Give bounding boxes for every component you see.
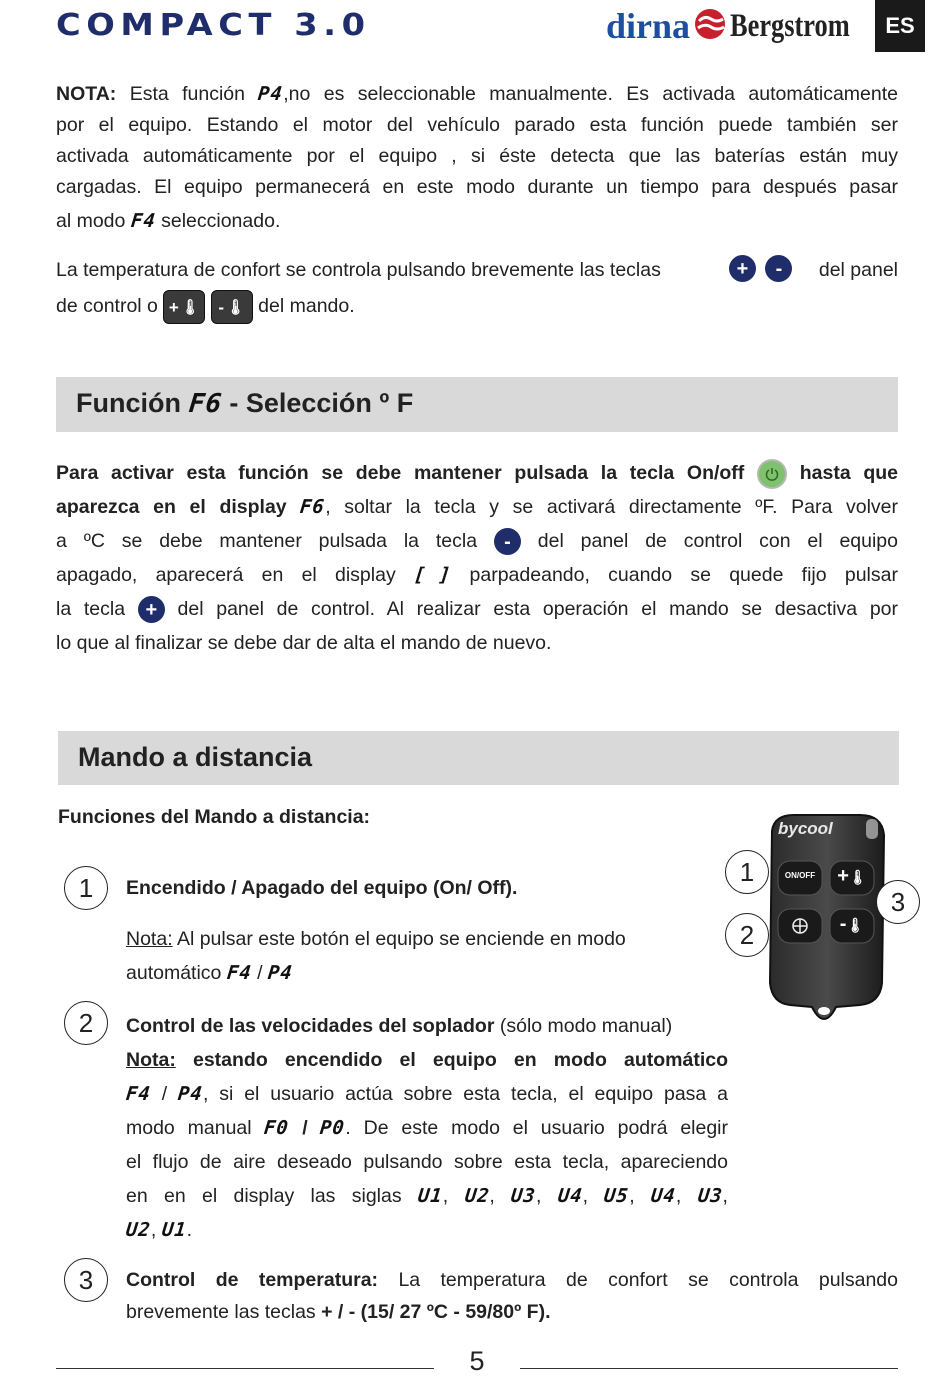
f6-line-2: aparezca en el display F6, soltar la tecla y se activará directamente ºF. Para volver [56,490,898,524]
display-code-f0: F0 [263,1117,291,1139]
globe-icon [693,7,727,46]
footer-rule-left [56,1368,434,1369]
remote-temp-minus-icon: - 🌡 [211,290,253,324]
brand-dirna: dirna [606,6,691,46]
display-code-p0: P0 [319,1117,347,1139]
item-3: Control de temperatura: La temperatura de confort se controla pulsando brevemente las teclas + / - (15/ 27 ºC - 59/80º F). [126,1269,898,1323]
intro-line-5: al modo F4 seleccionado. [56,206,898,237]
plus-button-icon: + [138,596,165,623]
display-code-f4: F4 [129,210,157,232]
item-2: Control de las velocidades del soplador (sólo modo manual) Nota: estando encendido el equipo en modo automático F4 / P4, si el usuario actúa sobre esta tecla, el equipo pasa a modo manual F0 / P0. De este modo el usuario podrá elegir el flujo de aire deseado pulsando sobre esta tecla, apareciendo en en el display las siglas U1, U2, U3, U4, U5, U4, U3, U2, U1. [124,1015,729,1241]
remote-temp-plus-icon: + 🌡 [163,290,205,324]
display-code-f4: F4 [225,962,253,984]
brand-bergstrom: Bergstrom [730,7,850,44]
f6-line-5: la tecla + del panel de control. Al realizar esta operación el mando se desactiva por [56,592,898,626]
intro-line-2: por el equipo. Estando el motor del vehículo parado esta función puede también ser [56,114,898,136]
temperature-line-1: La temperatura de confort se controla pulsando brevemente las teclas + - del panel [56,255,898,286]
remote-minus-temp-button: -🌡 [839,913,865,935]
remote-control-illustration [764,813,888,1021]
item-number-1: 1 [64,866,108,910]
temperature-text [56,255,898,324]
section-f6-title: Función F6 - Selección º F [76,388,414,419]
remote-subtitle: Funciones del Mando a distancia: [58,806,371,828]
remote-callout-2: 2 [725,913,769,957]
f6-line-4: apagado, aparecerá en el display [ ] parpadeando, cuando se quede fijo pulsar [56,558,898,592]
page-number: 5 [469,1346,485,1376]
remote-callout-3: 3 [876,880,920,924]
display-blank-code: [ ] [412,564,453,586]
remote-plus-temp-button: +🌡 [837,865,867,887]
section-f6-body [56,456,898,660]
remote-onoff-button: ON/OFF [784,871,816,880]
minus-button-icon: - [494,528,521,555]
display-code-p4: P4 [176,1083,205,1105]
item-number-3: 3 [64,1258,108,1302]
remote-brand: bycool [778,819,833,838]
display-code-f4: F4 [124,1083,153,1105]
intro-line-1: NOTA: Esta función P4,no es seleccionable manualmente. Es activada automáticamente [56,79,898,110]
f6-line-3: a ºC se debe mantener pulsada la tecla - del panel de control con el equipo [56,524,898,558]
panel-plus-button-icon: + [729,255,756,282]
section-remote-title: Mando a distancia [78,742,313,772]
f6-line-6: lo que al finalizar se debe dar de alta el mando de nuevo. [56,632,552,654]
intro-line-3: activada automáticamente por el equipo , si éste detecta que las baterías están muy [56,145,898,167]
f6-line-1: Para activar esta función se debe mantener pulsada la tecla On/off hasta que [56,456,898,490]
remote-callout-1: 1 [725,850,769,894]
temperature-line-2: de control o + 🌡 - 🌡 del mando. [56,290,898,324]
power-icon [757,459,787,489]
item-number-2: 2 [64,1001,108,1045]
document-title: COMPACT 3.0 [56,8,371,43]
intro-line-4: cargadas. El equipo permanecerá en este modo durante un tiempo para después pasar [56,176,898,198]
display-code-f6-inline: F6 [299,496,327,518]
panel-minus-button-icon: - [765,255,792,282]
item-1: Encendido / Apagado del equipo (On/ Off). Nota: Al pulsar este botón el equipo se enciende en modo automático F4 / P4 [126,873,726,990]
brand-logo [606,2,852,50]
display-code-p4: P4 [257,83,285,105]
footer-rule-right [520,1368,898,1369]
display-code-p4: P4 [266,962,295,984]
intro-note [56,79,898,237]
language-badge: ES [875,0,925,52]
display-code-f6: F6 [186,389,224,419]
